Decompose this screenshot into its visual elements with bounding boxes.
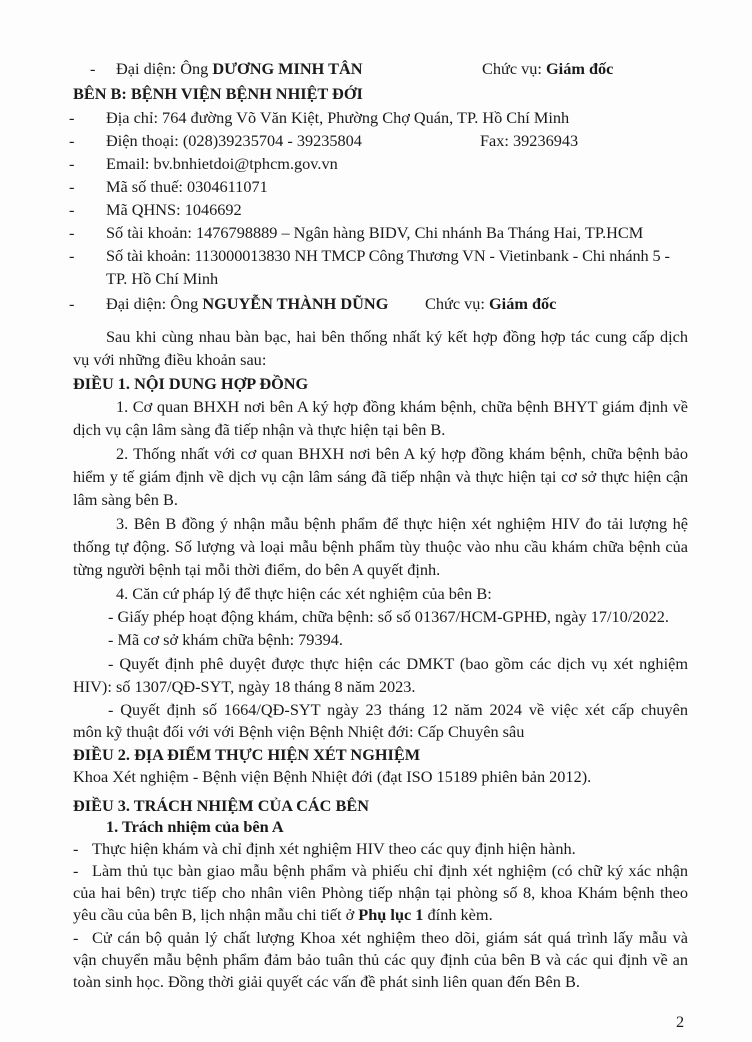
bullet-dash: - bbox=[69, 294, 75, 313]
bullet-dash: - bbox=[69, 223, 75, 242]
party-b-email: Email: bv.bnhietdoi@tphcm.gov.vn bbox=[106, 154, 338, 173]
article-3-subheading-party-a: 1. Trách nhiệm của bên A bbox=[106, 817, 284, 836]
article-1-item-3: 3. Bên B đồng ý nhận mẫu bệnh phẩm để thực hiện xét nghiệm HIV đo tải lượng hệ bbox=[116, 514, 688, 533]
party-a-duty-2-cont: yêu cầu của bên B, lịch nhận mẫu chi tiết ở Phụ lục 1 đính kèm. bbox=[73, 905, 493, 924]
article-1-item-4: 4. Căn cứ pháp lý để thực hiện các xét nghiệm của bên B: bbox=[116, 584, 492, 603]
party-a-duty-3-cont: toàn sinh học. Đồng thời giải quyết các vấn đề phát sinh liên quan đến Bên B. bbox=[73, 972, 580, 991]
party-b-phone: Điện thoại: (028)39235704 - 39235804 bbox=[106, 131, 362, 150]
article-2-heading: ĐIỀU 2. ĐỊA ĐIỂM THỰC HIỆN XÉT NGHIỆM bbox=[73, 745, 421, 764]
legal-basis-license: - Giấy phép hoạt động khám, chữa bệnh: số số 01367/HCM-GPHĐ, ngày 17/10/2022. bbox=[108, 607, 669, 626]
party-b-heading: BÊN B: BỆNH VIỆN BỆNH NHIỆT ĐỚI bbox=[73, 84, 363, 103]
bullet-dash: - bbox=[73, 839, 79, 858]
intro-paragraph-cont: vụ với những điều khoản sau: bbox=[73, 350, 267, 369]
bullet-dash: - bbox=[69, 108, 75, 127]
party-b-tax-code: Mã số thuế: 0304611071 bbox=[106, 177, 268, 196]
party-b-position: Chức vụ: Giám đốc bbox=[425, 294, 557, 313]
party-a-representative: Đại diện: Ông DƯƠNG MINH TÂN bbox=[116, 59, 363, 78]
article-1-item-2: 2. Thống nhất với cơ quan BHXH nơi bên A ký hợp đồng khám bệnh, chữa bệnh bảo bbox=[116, 444, 688, 463]
party-b-account-2-cont: TP. Hồ Chí Minh bbox=[106, 269, 219, 288]
bullet-dash: - bbox=[90, 59, 96, 78]
party-a-duty-3-cont: vận chuyển mẫu bệnh phẩm đảm bảo tuân thủ các quy định của bên B và các qui định về an bbox=[73, 950, 688, 969]
party-a-rep-name: DƯƠNG MINH TÂN bbox=[212, 59, 363, 78]
party-a-duty-2: Làm thủ tục bàn giao mẫu bệnh phẩm và phiếu chỉ định xét nghiệm (có chữ ký xác nhận bbox=[92, 861, 688, 880]
party-a-duty-2-cont: của hai bên) trực tiếp cho nhân viên Phòng tiếp nhận tại phòng số 8, khoa Khám bệnh theo bbox=[73, 883, 688, 902]
bullet-dash: - bbox=[69, 200, 75, 219]
party-a-position: Chức vụ: Giám đốc bbox=[482, 59, 614, 78]
bullet-dash: - bbox=[69, 154, 75, 173]
party-b-fax: Fax: 39236943 bbox=[480, 131, 579, 150]
bullet-dash: - bbox=[73, 928, 79, 947]
article-2-body: Khoa Xét nghiệm - Bệnh viện Bệnh Nhiệt đới (đạt ISO 15189 phiên bản 2012). bbox=[73, 767, 592, 786]
article-1-item-2-cont: hiểm y tế giám định về dịch vụ cận lâm sáng đã tiếp nhận và thực hiện tại cơ sở thực hiện cận bbox=[73, 467, 688, 486]
bullet-dash: - bbox=[69, 246, 75, 265]
party-b-account-2: Số tài khoản: 113000013830 NH TMCP Công Thương VN - Vietinbank - Chi nhánh 5 - bbox=[106, 246, 670, 265]
party-b-rep-name: NGUYỄN THÀNH DŨNG bbox=[202, 294, 389, 313]
bullet-dash: - bbox=[69, 131, 75, 150]
party-a-duty-3: Cử cán bộ quản lý chất lượng Khoa xét nghiệm theo dõi, giám sát quá trình lấy mẫu và bbox=[92, 928, 688, 947]
article-1-item-2-cont: lâm sàng bên B. bbox=[73, 490, 178, 509]
article-1-item-3-cont: thống tự động. Số lượng và loại mẫu bệnh phẩm tùy thuộc vào nhu cầu khám chữa bệnh của bbox=[73, 537, 688, 556]
party-b-representative: Đại diện: Ông NGUYỄN THÀNH DŨNG bbox=[106, 294, 389, 313]
legal-basis-facility-code: - Mã cơ sở khám chữa bệnh: 79394. bbox=[108, 630, 343, 649]
bullet-dash: - bbox=[73, 861, 79, 880]
party-b-qhns: Mã QHNS: 1046692 bbox=[106, 200, 242, 219]
legal-basis-dmkt-decision: - Quyết định phê duyệt được thực hiện các DMKT (bao gồm các dịch vụ xét nghiệm bbox=[108, 654, 688, 673]
legal-basis-dmkt-decision-cont: HIV): số 1307/QĐ-SYT, ngày 18 tháng 8 năm 2023. bbox=[73, 677, 416, 696]
bullet-dash: - bbox=[69, 177, 75, 196]
intro-paragraph: Sau khi cùng nhau bàn bạc, hai bên thống nhất ký kết hợp đồng hợp tác cung cấp dịch bbox=[106, 327, 688, 346]
legal-basis-level-decision-cont: môn kỹ thuật đối với với Bệnh viện Bệnh Nhiệt đới: Cấp Chuyên sâu bbox=[73, 722, 525, 741]
legal-basis-level-decision: - Quyết định số 1664/QĐ-SYT ngày 23 tháng 12 năm 2024 về việc xét cấp chuyên bbox=[108, 700, 688, 719]
party-b-address: Địa chỉ: 764 đường Võ Văn Kiệt, Phường Chợ Quán, TP. Hồ Chí Minh bbox=[106, 108, 570, 127]
page-number: 2 bbox=[676, 1012, 685, 1031]
article-3-heading: ĐIỀU 3. TRÁCH NHIỆM CỦA CÁC BÊN bbox=[73, 796, 369, 815]
article-1-item-1-cont: dịch vụ cận lâm sàng đã tiếp nhận và thực hiện tại bên B. bbox=[73, 420, 446, 439]
article-1-item-3-cont: từng người bệnh tại mỗi thời điểm, do bên A quyết định. bbox=[73, 560, 441, 579]
party-a-duty-1: Thực hiện khám và chỉ định xét nghiệm HIV theo các quy định hiện hành. bbox=[92, 839, 576, 858]
party-b-account-1: Số tài khoản: 1476798889 – Ngân hàng BIDV, Chi nhánh Ba Tháng Hai, TP.HCM bbox=[106, 223, 644, 242]
article-1-heading: ĐIỀU 1. NỘI DUNG HỢP ĐỒNG bbox=[73, 374, 309, 393]
appendix-reference: Phụ lục 1 bbox=[358, 905, 424, 924]
article-1-item-1: 1. Cơ quan BHXH nơi bên A ký hợp đồng khám bệnh, chữa bệnh BHYT giám định về bbox=[116, 397, 688, 416]
